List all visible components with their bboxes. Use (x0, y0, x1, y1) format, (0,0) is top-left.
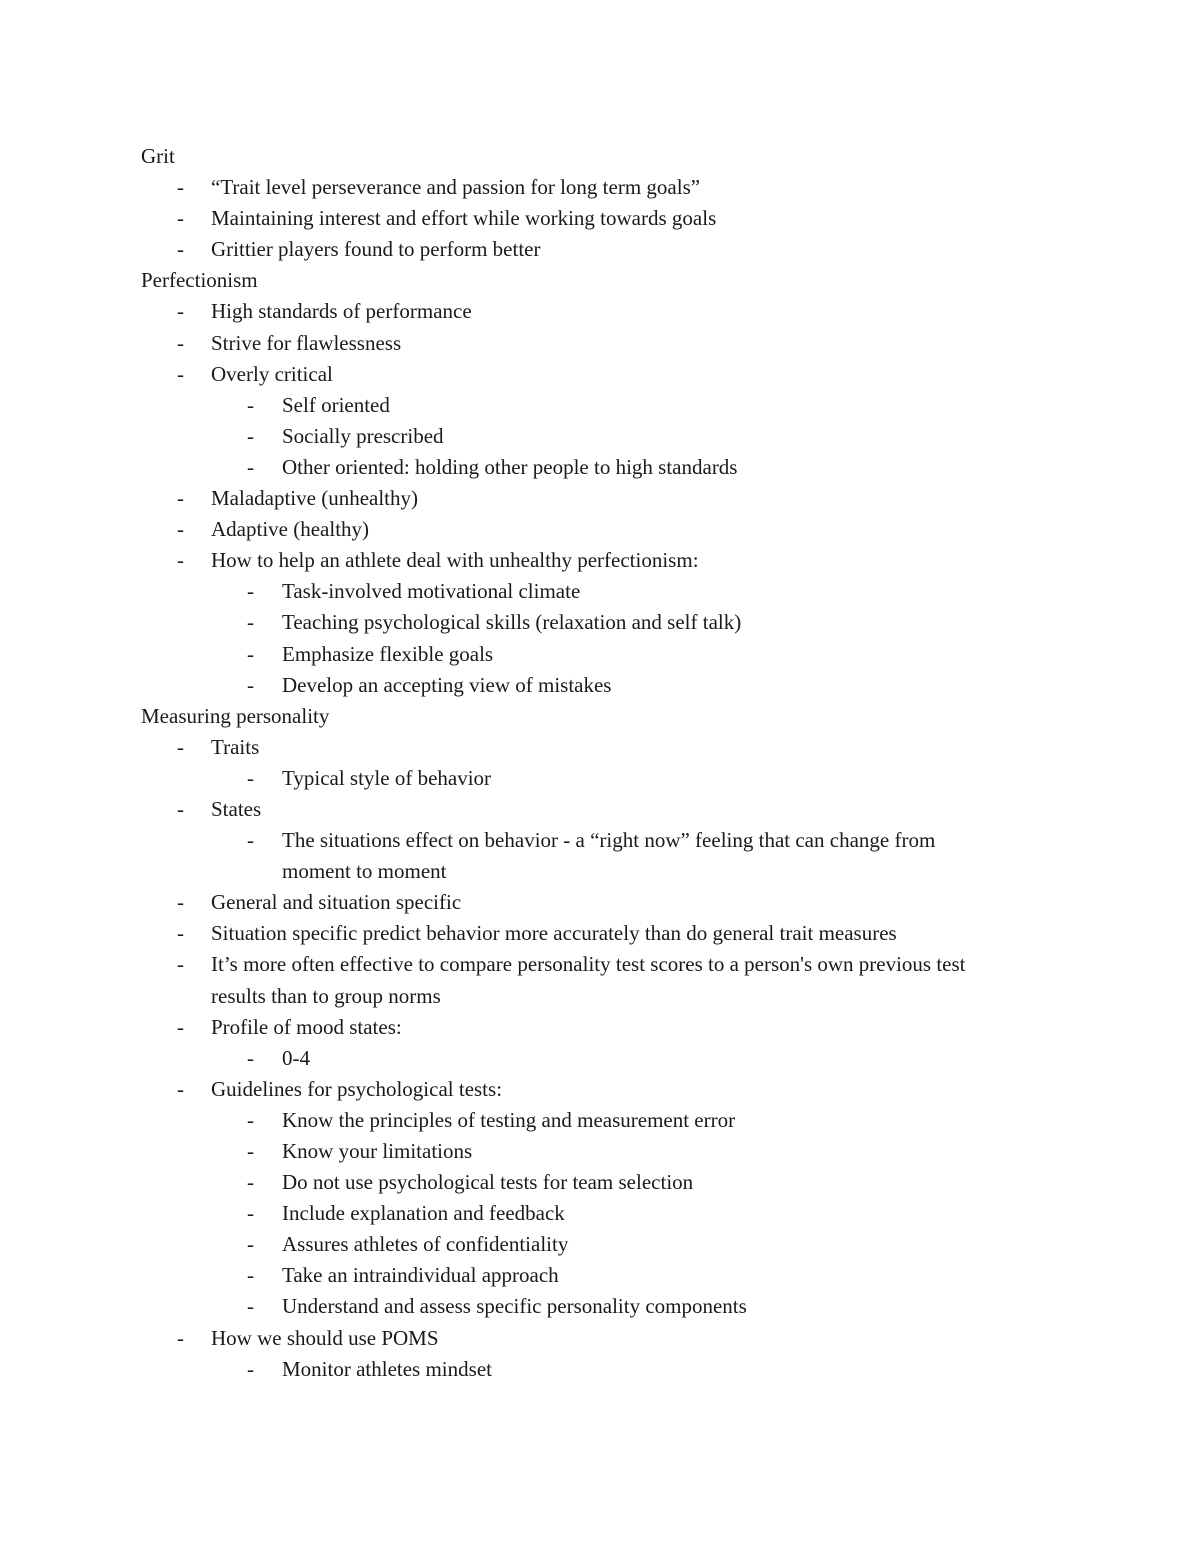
bullet-dash: - (247, 828, 254, 853)
item-text: Emphasize flexible goals (282, 641, 494, 666)
bullet-dash: - (177, 330, 184, 355)
item-text: Task-involved motivational climate (282, 579, 581, 604)
sub-list-item (0, 1291, 1200, 1322)
sub-list-item (0, 1043, 1200, 1074)
item-text: “Trait level perseverance and passion for long term goals” (211, 175, 701, 200)
sub-list-item (0, 825, 1200, 856)
bullet-dash: - (177, 1076, 184, 1101)
item-text: Guidelines for psychological tests: (211, 1076, 503, 1101)
bullet-dash: - (177, 299, 184, 324)
item-text: Do not use psychological tests for team selection (282, 1170, 694, 1195)
item-text: Overly critical (211, 361, 333, 386)
sub-list-item (0, 452, 1200, 483)
item-text: Teaching psychological skills (relaxation and self talk) (282, 610, 742, 635)
section-heading-grit (0, 141, 1200, 172)
list-item (0, 949, 1200, 980)
sub-list-item (0, 1354, 1200, 1385)
item-text: Maintaining interest and effort while working towards goals (211, 206, 717, 231)
item-text: Develop an accepting view of mistakes (282, 672, 612, 697)
list-item-continuation (0, 981, 1200, 1012)
item-text: results than to group norms (211, 983, 441, 1008)
sub-list-item (0, 639, 1200, 670)
bullet-dash: - (247, 423, 254, 448)
list-item (0, 203, 1200, 234)
list-item (0, 794, 1200, 825)
bullet-dash: - (247, 454, 254, 479)
item-text: Include explanation and feedback (282, 1201, 565, 1226)
item-text: Maladaptive (unhealthy) (211, 486, 419, 511)
list-item (0, 359, 1200, 390)
bullet-dash: - (177, 921, 184, 946)
sub-list-item (0, 421, 1200, 452)
section-heading-perfectionism (0, 265, 1200, 296)
item-text: Know the principles of testing and measurement error (282, 1107, 736, 1132)
list-item (0, 732, 1200, 763)
bullet-dash: - (247, 1263, 254, 1288)
sub-list-item (0, 576, 1200, 607)
sub-list-item (0, 390, 1200, 421)
item-text: Strive for flawlessness (211, 330, 402, 355)
bullet-dash: - (247, 610, 254, 635)
sub-list-item (0, 1198, 1200, 1229)
item-text: Socially prescribed (282, 423, 444, 448)
section-heading-measuring-personality (0, 701, 1200, 732)
item-text: Traits (211, 734, 260, 759)
item-text: Situation specific predict behavior more accurately than do general trait measures (211, 921, 897, 946)
bullet-dash: - (177, 517, 184, 542)
list-item (0, 545, 1200, 576)
item-text: Monitor athletes mindset (282, 1356, 492, 1381)
item-text: Adaptive (healthy) (211, 517, 370, 542)
item-text: moment to moment (282, 859, 447, 884)
sub-list-item (0, 1167, 1200, 1198)
bullet-dash: - (177, 890, 184, 915)
item-text: Other oriented: holding other people to high standards (282, 454, 738, 479)
sub-list-item (0, 1105, 1200, 1136)
bullet-dash: - (177, 796, 184, 821)
item-text: High standards of performance (211, 299, 472, 324)
sub-list-item (0, 1260, 1200, 1291)
bullet-dash: - (177, 734, 184, 759)
bullet-dash: - (247, 1107, 254, 1132)
item-text: Take an intraindividual approach (282, 1263, 559, 1288)
item-text: General and situation specific (211, 890, 462, 915)
bullet-dash: - (247, 1294, 254, 1319)
bullet-dash: - (247, 1232, 254, 1257)
item-text: It’s more often effective to compare personality test scores to a person's own previous test (211, 952, 966, 977)
list-item (0, 514, 1200, 545)
sub-list-item-continuation (0, 856, 1200, 887)
bullet-dash: - (177, 361, 184, 386)
item-text: Know your limitations (282, 1139, 473, 1163)
bullet-dash: - (177, 175, 184, 200)
bullet-dash: - (247, 392, 254, 417)
bullet-dash: - (177, 237, 184, 262)
bullet-dash: - (247, 1170, 254, 1195)
sub-list-item (0, 670, 1200, 701)
bullet-dash: - (247, 672, 254, 697)
list-item (0, 483, 1200, 514)
list-item (0, 1074, 1200, 1105)
heading-text: Measuring personality (141, 703, 330, 728)
document-page (0, 141, 1200, 1385)
list-item (0, 234, 1200, 265)
item-text: Understand and assess specific personality components (282, 1294, 747, 1319)
bullet-dash: - (177, 486, 184, 511)
bullet-dash: - (247, 1201, 254, 1226)
bullet-dash: - (177, 206, 184, 231)
list-item (0, 887, 1200, 918)
list-item (0, 328, 1200, 359)
list-item (0, 172, 1200, 203)
sub-list-item (0, 1136, 1200, 1167)
item-text: Profile of mood states: (211, 1014, 402, 1039)
sub-list-item (0, 607, 1200, 638)
list-item (0, 918, 1200, 949)
item-text: States (211, 796, 262, 821)
heading-text: Perfectionism (141, 268, 258, 293)
item-text: Self oriented (282, 392, 390, 417)
bullet-dash: - (247, 579, 254, 604)
item-text: How we should use POMS (211, 1325, 439, 1350)
item-text: How to help an athlete deal with unhealthy perfectionism: (211, 548, 699, 573)
list-item (0, 1012, 1200, 1043)
bullet-dash: - (247, 1356, 254, 1381)
bullet-dash: - (177, 1325, 184, 1350)
item-text: The situations effect on behavior - a “right now” feeling that can change from (282, 828, 936, 853)
bullet-dash: - (247, 1139, 254, 1163)
bullet-dash: - (247, 1045, 254, 1070)
item-text: 0-4 (282, 1045, 310, 1070)
list-item (0, 296, 1200, 327)
bullet-dash: - (177, 952, 184, 977)
heading-text: Grit (141, 144, 175, 168)
item-text: Typical style of behavior (282, 765, 492, 790)
list-item (0, 1323, 1200, 1354)
bullet-dash: - (177, 1014, 184, 1039)
bullet-dash: - (177, 548, 184, 573)
item-text: Assures athletes of confidentiality (282, 1232, 569, 1257)
bullet-dash: - (247, 641, 254, 666)
item-text: Grittier players found to perform better (211, 237, 541, 262)
sub-list-item (0, 1229, 1200, 1260)
sub-list-item (0, 763, 1200, 794)
bullet-dash: - (247, 765, 254, 790)
